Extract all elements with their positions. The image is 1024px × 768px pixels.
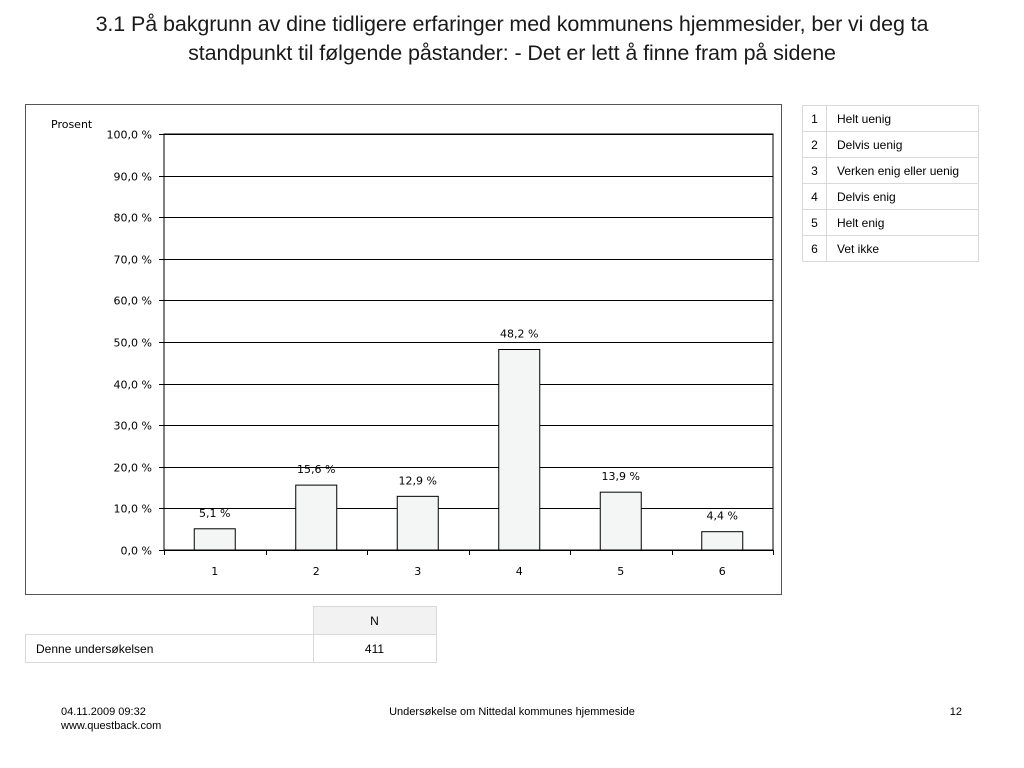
page-title-line-1: 3.1 På bakgrunn av dine tidligere erfaringer med kommunens hjemmesider, ber vi deg ta — [95, 12, 929, 36]
bar — [296, 485, 337, 550]
n-table-value: 411 — [313, 635, 436, 663]
bar-value-label: 13,9 % — [601, 470, 640, 484]
x-tick-label: 6 — [718, 565, 726, 578]
legend-row — [803, 158, 979, 184]
x-tick-label: 1 — [211, 565, 219, 578]
bar — [702, 532, 743, 550]
bar — [600, 492, 641, 550]
n-table-header: N — [313, 607, 436, 635]
category-legend-table — [802, 105, 979, 262]
legend-row — [803, 236, 979, 262]
y-axis-label: Prosent — [51, 118, 93, 131]
legend-row — [803, 106, 979, 132]
n-table-blank-cell — [26, 607, 314, 635]
x-tick-label: 3 — [414, 565, 422, 578]
n-table-row-label: Denne undersøkelsen — [26, 635, 314, 663]
y-tick-label: 0,0 % — [120, 544, 152, 558]
bar-value-label: 15,6 % — [297, 463, 336, 477]
legend-code: 2 — [803, 132, 827, 158]
y-tick-label: 40,0 % — [113, 378, 152, 392]
x-tick-label: 5 — [617, 565, 625, 578]
footer-survey-name: Undersøkelse om Nittedal kommunes hjemmeside — [389, 706, 635, 718]
footer-datetime: 04.11.2009 09:32 — [61, 706, 146, 718]
legend-label: Helt enig — [827, 210, 979, 236]
legend-label: Vet ikke — [827, 236, 979, 262]
bar-value-label: 5,1 % — [199, 506, 231, 520]
y-tick-label: 30,0 % — [113, 419, 152, 433]
legend-code: 6 — [803, 236, 827, 262]
footer-website: www.questback.com — [61, 720, 162, 732]
legend-code: 5 — [803, 210, 827, 236]
n-table-header-row — [26, 607, 437, 635]
y-tick-label: 80,0 % — [113, 211, 152, 225]
bar-value-label: 48,2 % — [500, 327, 539, 341]
y-tick-label: 60,0 % — [113, 294, 152, 308]
legend-label: Delvis enig — [827, 184, 979, 210]
legend-label: Delvis uenig — [827, 132, 979, 158]
y-tick-label: 50,0 % — [113, 336, 152, 350]
n-table — [25, 606, 437, 663]
x-tick-label: 2 — [312, 565, 320, 578]
bar-value-label: 4,4 % — [706, 509, 738, 523]
y-tick-label: 100,0 % — [106, 128, 152, 142]
legend-label: Helt uenig — [827, 106, 979, 132]
y-tick-label: 90,0 % — [113, 170, 152, 184]
footer-page-number: 12 — [949, 706, 962, 718]
y-tick-label: 70,0 % — [113, 253, 152, 267]
x-tick-label: 4 — [515, 565, 523, 578]
bar — [194, 529, 235, 550]
bar — [499, 349, 540, 550]
legend-code: 1 — [803, 106, 827, 132]
legend-row — [803, 210, 979, 236]
legend-code: 3 — [803, 158, 827, 184]
n-table-row — [26, 635, 437, 663]
legend-label: Verken enig eller uenig — [827, 158, 979, 184]
bar — [397, 496, 438, 550]
y-tick-label: 20,0 % — [113, 461, 152, 475]
page-title — [0, 10, 1024, 68]
legend-code: 4 — [803, 184, 827, 210]
legend-row — [803, 184, 979, 210]
page-title-line-2: standpunkt til følgende påstander: - Det er lett å finne fram på sidene — [188, 41, 836, 65]
legend-row — [803, 132, 979, 158]
chart-frame — [25, 104, 782, 595]
bar-chart — [26, 105, 783, 596]
y-tick-label: 10,0 % — [113, 502, 152, 516]
bar-value-label: 12,9 % — [398, 474, 437, 488]
